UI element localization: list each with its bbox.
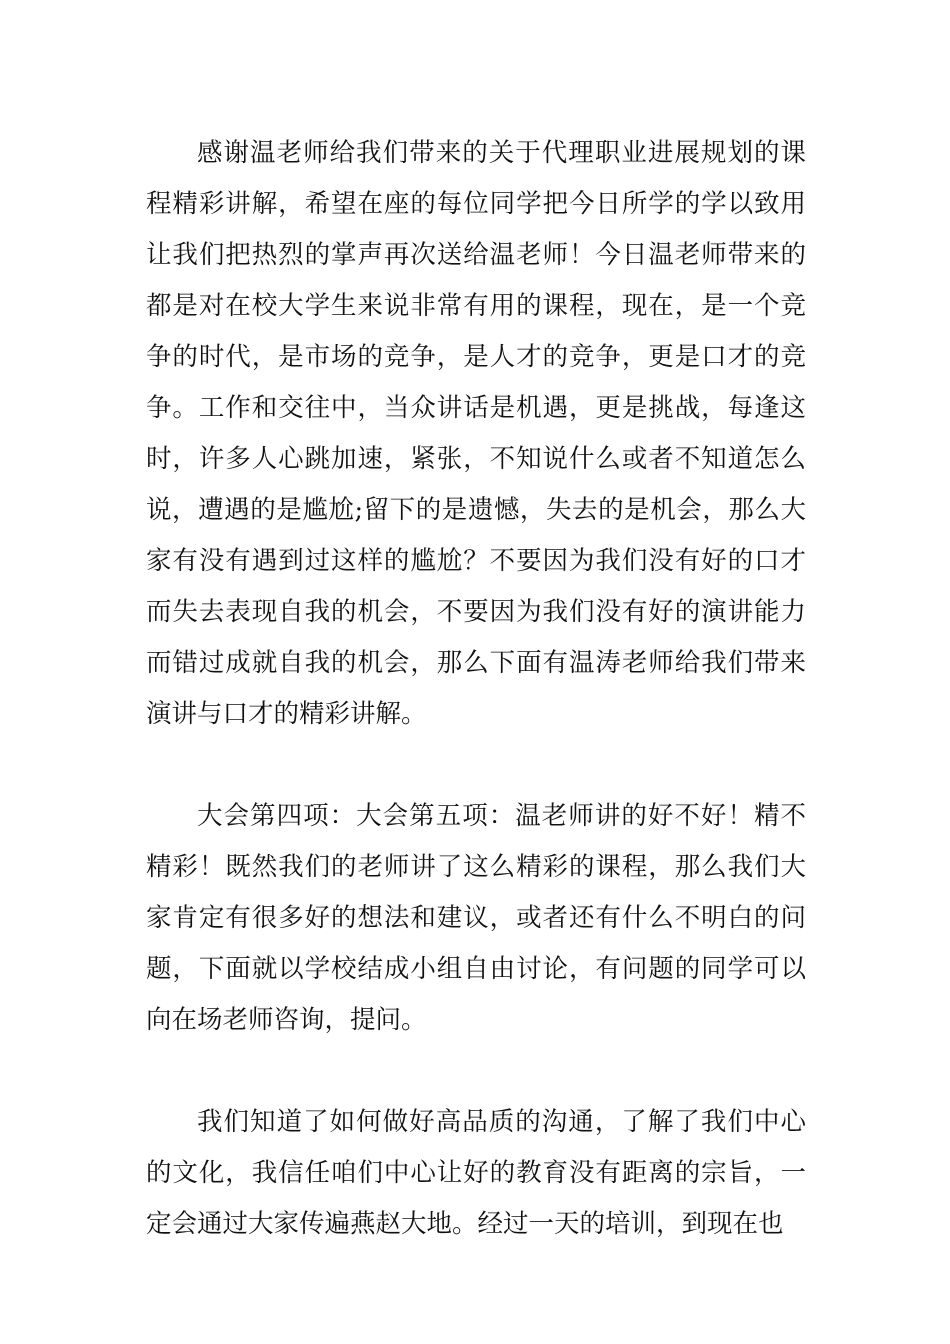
paragraph-spacer <box>146 1046 806 1097</box>
paragraph-2: 大会第四项：大会第五项：温老师讲的好不好！精不精彩！既然我们的老师讲了这么精彩的课程，那么我们大家肯定有很多好的想法和建议，或者还有什么不明白的问题，下面就以学校结成小组自由讨论，有问题的同学可以向在场老师咨询，提问。 <box>146 801 806 1035</box>
paragraph-spacer <box>146 740 806 791</box>
paragraph-1: 感谢温老师给我们带来的关于代理职业进展规划的课程精彩讲解，希望在座的每位同学把今日所学的学以致用让我们把热烈的掌声再次送给温老师！今日温老师带来的都是对在校大学生来说非常有用的课程，现在，是一个竞争的时代，是市场的竞争，是人才的竞争，更是口才的竞争。工作和交往中，当众讲话是机遇，更是挑战，每逢这时，许多人心跳加速，紧张，不知说什么或者不知道怎么说，遭遇的是尴尬;留下的是遗憾，失去的是机会，那么大家有没有遇到过这样的尴尬？不要因为我们没有好的口才而失去表现自我的机会，不要因为我们没有好的演讲能力而错过成就自我的机会，那么下面有温涛老师给我们带来演讲与口才的精彩讲解。 <box>146 138 806 729</box>
paragraph-3: 我们知道了如何做好高品质的沟通，了解了我们中心的文化，我信任咱们中心让好的教育没有距离的宗旨，一定会通过大家传遍燕赵大地。经过一天的培训，到现在也 <box>146 1107 806 1239</box>
document-body <box>146 128 806 1250</box>
